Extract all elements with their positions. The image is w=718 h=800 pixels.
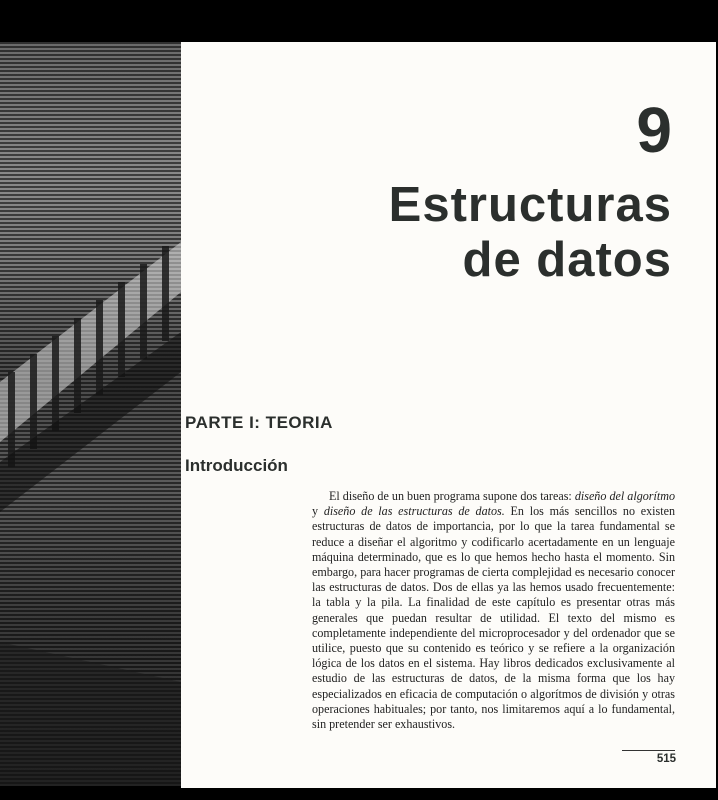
footer-rule (622, 750, 675, 751)
paragraph-text-1: El diseño de un buen programa supone dos tareas: (329, 489, 575, 503)
paragraph-text-3: En los más sencillos no existen estructuras de datos de importancia, por lo que la tarea fundamental se reduce a diseñar el algoritmo y codificarlo acertadamente en un lenguaje máquina determinado, que es lo que hemos hecho hasta el momento. Sin embargo, para hacer programas de cierta complejidad es necesario conocer las estructuras de datos. Dos de ellas ya las hemos usado frecuentemente: la tabla y la pila. La finalidad de este capítulo es presentar otras más generales que puedan resultar de utilidad. El texto del mismo es completamente independiente del microprocesador y del ordenador que se utilice, puesto que su contenido es teórico y se refiere a la organización lógica de los datos en el sistema. Hay libros dedicados exclusivamente al estudio de las estructuras de datos, de la misma forma que los hay especializados en eficacia de computación o algorítmos de división y otras operaciones habituales; por tanto, nos limitaremos aquí a lo fundamental, sin pretender ser exhaustivos. (312, 504, 675, 732)
chapter-title-line-2: de datos (462, 233, 672, 287)
page-number: 515 (656, 753, 676, 765)
chapter-title-line-1: Estructuras (388, 178, 672, 232)
intro-paragraph (312, 489, 675, 732)
paragraph-text-2: y (312, 504, 324, 519)
section-heading: Introducción (185, 456, 288, 475)
paragraph-italic-2: diseño de las estructuras de datos. (323, 504, 505, 519)
staircase-illustration (0, 42, 181, 786)
paragraph-italic-1: diseño del algorítmo (574, 489, 676, 503)
chapter-title (389, 178, 672, 288)
book-page (181, 42, 716, 788)
chapter-number: 9 (636, 94, 672, 166)
part-heading: PARTE I: TEORIA (185, 413, 333, 432)
chapter-photo (0, 42, 181, 786)
